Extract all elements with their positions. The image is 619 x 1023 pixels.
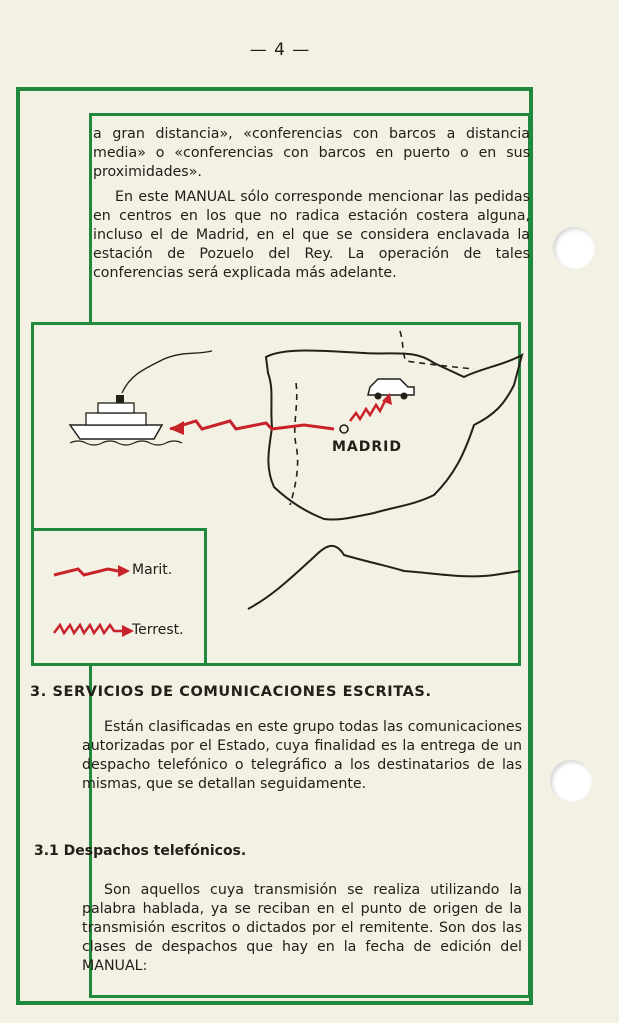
intro-paragraph-1	[93, 125, 530, 182]
ship-icon	[70, 351, 212, 445]
page-number: — 4 —	[249, 40, 311, 60]
section-3-1-text: Son aquellos cuya transmisión se realiza utilizando la palabra hablada, ya se reciban en el punto de origen de la transmisión escritos o dictados por el remitente. Son dos las clases de despachos que hay en la fecha de edición del MANUAL:	[82, 882, 522, 974]
section-3-text: Están clasificadas en este grupo todas las comunicaciones autorizadas por el Estado, cuya finalidad es la entrega de un despacho telefónico o telegráfico a los destinatarios de las mismas, que se detallan seguidamente.	[82, 719, 522, 792]
legend-terrestrial-label: Terrest.	[132, 622, 184, 638]
madrid-marker	[340, 425, 348, 433]
section-3-1-body	[82, 881, 522, 976]
section-3-body	[82, 718, 522, 794]
africa-coast	[248, 546, 520, 609]
map-legend	[31, 528, 207, 666]
madrid-label: MADRID	[332, 439, 402, 455]
binder-hole-top	[553, 227, 595, 269]
legend-maritime-symbol	[54, 569, 118, 575]
intro-paragraph-2	[93, 188, 530, 283]
border-dashed-west	[290, 383, 298, 505]
legend-terrestrial-symbol	[54, 625, 122, 633]
intro-text-2: En este MANUAL sólo corresponde mencionar las pedidas en centros en los que no radica estación costera alguna, incluso el de Madrid, en el que se considera enclavada la estación de Pozuelo del Rey. La operación de tales conferencias será explicada más adelante.	[93, 189, 530, 281]
binder-hole-bottom	[550, 760, 592, 802]
section-3-1-heading: 3.1 Despachos telefónicos.	[34, 843, 247, 859]
section-3-heading: 3. SERVICIOS DE COMUNICACIONES ESCRITAS.	[30, 684, 432, 700]
maritime-link-line	[170, 421, 334, 429]
legend-symbols	[34, 531, 210, 669]
peninsula-outline	[266, 351, 522, 520]
car-icon	[368, 379, 414, 400]
legend-maritime-label: Marit.	[132, 562, 173, 578]
intro-text-1: a gran distancia», «conferencias con barcos a distancia media» o «conferencias con barcos en puerto o en sus proximidades».	[93, 126, 530, 180]
maritime-link-arrow	[170, 421, 184, 435]
terrestrial-link-line	[350, 399, 386, 421]
